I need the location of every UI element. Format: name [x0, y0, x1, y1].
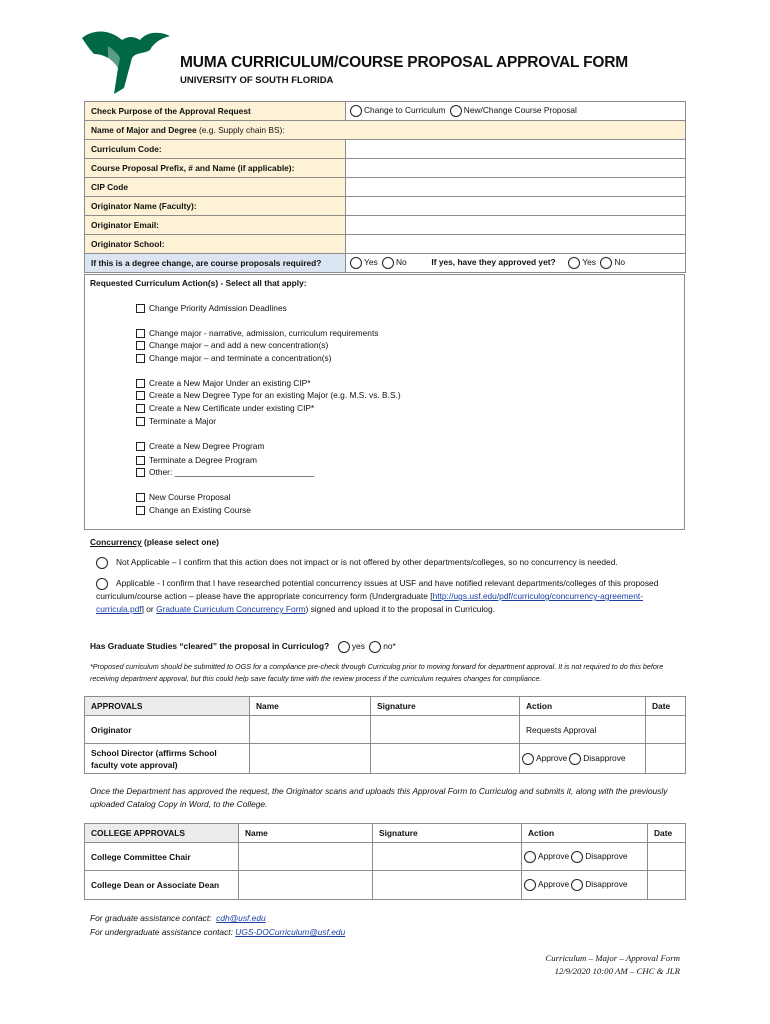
action-item[interactable] [136, 440, 264, 452]
originator-name-field[interactable] [346, 197, 686, 216]
degree-change-no-label: No [396, 257, 407, 268]
grad-cleared-question-row [90, 641, 398, 653]
name-header: Name [250, 697, 371, 716]
degree-change-yes-radio[interactable] [350, 257, 362, 269]
concurrency-applicable-text: Applicable - I confirm that I have researched potential concurrency issues at USF and have notified relevant departments/colleges of this proposed curriculum/course action – please have the appropriate concurrency form (Undergraduate [ [96, 578, 659, 601]
dean-action-cell [522, 871, 648, 900]
action-item[interactable] [136, 377, 311, 389]
originator-date-cell[interactable] [646, 716, 686, 744]
approved-question: If yes, have they approved yet? [431, 257, 556, 268]
action-label: Create a New Certificate under existing CIP* [149, 403, 315, 413]
action-checkbox[interactable] [136, 493, 145, 502]
originator-school-label: Originator School: [85, 235, 346, 254]
action-checkbox[interactable] [136, 456, 145, 465]
purpose-curriculum-label: Change to Curriculum [364, 105, 446, 116]
action-label: New Course Proposal [149, 492, 231, 502]
action-label: Terminate a Degree Program [149, 455, 257, 465]
chair-action-cell [522, 843, 648, 871]
curriculum-code-label: Curriculum Code: [85, 140, 346, 159]
concurrency-na-text: Not Applicable – I confirm that this action does not impact or is not offered by other departments/colleges, so no concurrency is needed. [116, 557, 618, 567]
dean-approve-label: Approve [538, 879, 570, 890]
action-label: Change major – and add a new concentration(s) [149, 340, 329, 350]
purpose-label: Check Purpose of the Approval Request [85, 102, 346, 121]
concurrency-applicable-option[interactable] [96, 577, 686, 616]
chair-disapprove-label: Disapprove [585, 850, 628, 861]
concurrency-title [90, 537, 219, 547]
director-action-cell [520, 744, 646, 774]
dean-approve-radio[interactable] [524, 879, 536, 891]
director-disapprove-label: Disapprove [583, 752, 626, 763]
college-action-header: Action [522, 824, 648, 843]
committee-chair-label: College Committee Chair [85, 843, 239, 871]
action-item[interactable] [136, 327, 378, 339]
page-subtitle: UNIVERSITY OF SOUTH FLORIDA [180, 75, 334, 86]
course-prefix-label: Course Proposal Prefix, # and Name (if applicable): [85, 159, 346, 178]
action-label: Terminate a Major [149, 416, 217, 426]
director-row-label: School Director (affirms School faculty vote approval) [85, 744, 250, 774]
action-label: Change major - narrative, admission, curriculum requirements [149, 328, 379, 338]
degree-change-no-radio[interactable] [382, 257, 394, 269]
action-item[interactable] [136, 339, 328, 351]
action-label: Change an Existing Course [149, 505, 251, 515]
degree-change-yes-label: Yes [364, 257, 378, 268]
grad-yes-radio[interactable] [338, 641, 350, 653]
action-label: Create a New Degree Type for an existing Major (e.g. M.S. vs. B.S.) [149, 390, 401, 400]
director-approve-label: Approve [536, 752, 568, 763]
action-header: Action [520, 697, 646, 716]
grad-yes-label: yes [351, 641, 365, 652]
concurrency-applicable-text-2: ] or [141, 604, 157, 614]
ogs-note: *Proposed curriculum should be submitted to OGS for a compliance pre-check through Curriculog prior to moving forward for department approval. It is not required to do this before receiving department approval, but this could help save faculty time with the review process if the curriculum requires changes for compliance. [90, 662, 664, 683]
grad-no-radio[interactable] [369, 641, 381, 653]
college-date-header: Date [648, 824, 686, 843]
cip-code-field[interactable] [346, 178, 686, 197]
action-item[interactable] [136, 389, 401, 401]
proposal-info-table [84, 101, 686, 273]
approved-yes-label: Yes [582, 257, 596, 268]
concurrency-title-suffix: (please select one) [141, 537, 219, 547]
action-label: Change major – and terminate a concentration(s) [149, 353, 332, 363]
action-item[interactable] [136, 504, 251, 516]
ugrad-contact-email-link[interactable]: UGS-DOCurriculum@usf.edu [235, 927, 346, 937]
concurrency-applicable-radio[interactable] [96, 578, 108, 590]
action-label: Create a New Major Under an existing CIP* [149, 378, 311, 388]
originator-email-label: Originator Email: [85, 216, 346, 235]
purpose-curriculum-radio[interactable] [350, 105, 362, 117]
cip-code-label: CIP Code [85, 178, 346, 197]
purpose-options [346, 102, 686, 121]
dean-disapprove-radio[interactable] [571, 879, 583, 891]
footer-form-name: Curriculum – Major – Approval Form [545, 953, 680, 963]
grad-no-label: no* [383, 641, 396, 652]
usf-bull-logo [78, 28, 172, 98]
purpose-course-label: New/Change Course Proposal [463, 105, 577, 116]
action-label: Create a New Degree Program [149, 441, 265, 451]
purpose-course-radio[interactable] [450, 105, 462, 117]
major-degree-field[interactable] [85, 121, 686, 140]
action-item[interactable] [136, 352, 332, 364]
action-item[interactable] [136, 402, 314, 414]
grad-contact-line [90, 913, 266, 923]
chair-date-cell[interactable] [648, 843, 686, 871]
action-checkbox[interactable] [136, 391, 145, 400]
originator-signature-cell[interactable] [371, 716, 520, 744]
grad-concurrency-form-link[interactable]: Graduate Curriculum Concurrency Form [156, 604, 306, 614]
action-checkbox[interactable] [136, 442, 145, 451]
originator-action-cell: Requests Approval [520, 716, 646, 744]
submission-instructions: Once the Department has approved the request, the Originator scans and uploads this Approval Form to Curriculog and submits it, along with the previously uploaded Catalog Copy in Word, to the College. [90, 786, 668, 809]
grad-contact-prefix: For graduate assistance contact: [90, 913, 212, 923]
action-checkbox[interactable] [136, 354, 145, 363]
concurrency-title-underlined: Concurrency [90, 537, 142, 547]
course-prefix-field[interactable] [346, 159, 686, 178]
date-header: Date [646, 697, 686, 716]
chair-disapprove-radio[interactable] [571, 851, 583, 863]
action-checkbox[interactable] [136, 379, 145, 388]
action-label: Other: ______________________________ [149, 467, 315, 477]
approvals-table [84, 696, 686, 774]
dean-disapprove-label: Disapprove [585, 879, 628, 890]
ugrad-contact-prefix: For undergraduate assistance contact: [90, 927, 233, 937]
grad-contact-email-link[interactable]: cdh@usf.edu [216, 913, 266, 923]
originator-name-label: Originator Name (Faculty): [85, 197, 346, 216]
approved-no-radio[interactable] [600, 257, 612, 269]
college-approvals-table [84, 823, 686, 900]
grad-cleared-question: Has Graduate Studies “cleared” the proposal in Curriculog? [90, 641, 330, 652]
signature-header: Signature [371, 697, 520, 716]
director-disapprove-radio[interactable] [569, 753, 581, 765]
originator-email-field[interactable] [346, 216, 686, 235]
dean-signature-cell[interactable] [373, 871, 522, 900]
action-item[interactable] [136, 491, 230, 503]
action-checkbox[interactable] [136, 404, 145, 413]
action-checkbox[interactable] [136, 468, 145, 477]
concurrency-applicable-text-3: ) signed and upload it to the proposal in Curriculog. [305, 604, 495, 614]
action-item[interactable] [136, 466, 314, 478]
director-signature-cell[interactable] [371, 744, 520, 774]
action-checkbox[interactable] [136, 304, 145, 313]
originator-school-field[interactable] [346, 235, 686, 254]
degree-change-label: If this is a degree change, are course proposals required? [85, 254, 346, 273]
director-date-cell[interactable] [646, 744, 686, 774]
college-signature-header: Signature [373, 824, 522, 843]
director-approve-radio[interactable] [522, 753, 534, 765]
director-name-cell[interactable] [250, 744, 371, 774]
chair-signature-cell[interactable] [373, 843, 522, 871]
approvals-header: APPROVALS [85, 697, 250, 716]
page-title: MUMA CURRICULUM/COURSE PROPOSAL APPROVAL FORM [180, 54, 628, 71]
major-degree-hint: (e.g. Supply chain BS): [198, 125, 285, 135]
chair-approve-radio[interactable] [524, 851, 536, 863]
action-item[interactable] [136, 415, 216, 427]
college-name-header: Name [239, 824, 373, 843]
curriculum-code-field[interactable] [346, 140, 686, 159]
action-item[interactable] [136, 454, 257, 466]
degree-change-options [346, 254, 686, 273]
approved-no-label: No [614, 257, 626, 268]
dean-row-label: College Dean or Associate Dean [85, 871, 239, 900]
concurrency-na-option[interactable] [96, 556, 686, 569]
college-approvals-header: COLLEGE APPROVALS [85, 824, 239, 843]
dean-date-cell[interactable] [648, 871, 686, 900]
major-degree-label: Name of Major and Degree [91, 125, 197, 135]
chair-approve-label: Approve [538, 850, 570, 861]
approved-yes-radio[interactable] [568, 257, 580, 269]
footer-timestamp: 12/9/2020 10:00 AM – CHC & JLR [554, 966, 680, 976]
action-checkbox[interactable] [136, 329, 145, 338]
action-item[interactable] [136, 302, 287, 314]
originator-row-label: Originator [85, 716, 250, 744]
ugrad-contact-line [90, 927, 345, 937]
originator-name-cell[interactable] [250, 716, 371, 744]
curriculum-actions-title: Requested Curriculum Action(s) - Select all that apply: [90, 278, 307, 288]
concurrency-na-radio[interactable] [96, 557, 108, 569]
undergrad-concurrency-link[interactable]: http://ugs.usf.edu/pdf/curriculog/concurrency-agreement-curricula.pdf [96, 591, 643, 614]
dean-name-cell[interactable] [239, 871, 373, 900]
action-label: Change Priority Admission Deadlines [149, 303, 287, 313]
action-checkbox[interactable] [136, 506, 145, 515]
action-checkbox[interactable] [136, 417, 145, 426]
action-checkbox[interactable] [136, 341, 145, 350]
chair-name-cell[interactable] [239, 843, 373, 871]
